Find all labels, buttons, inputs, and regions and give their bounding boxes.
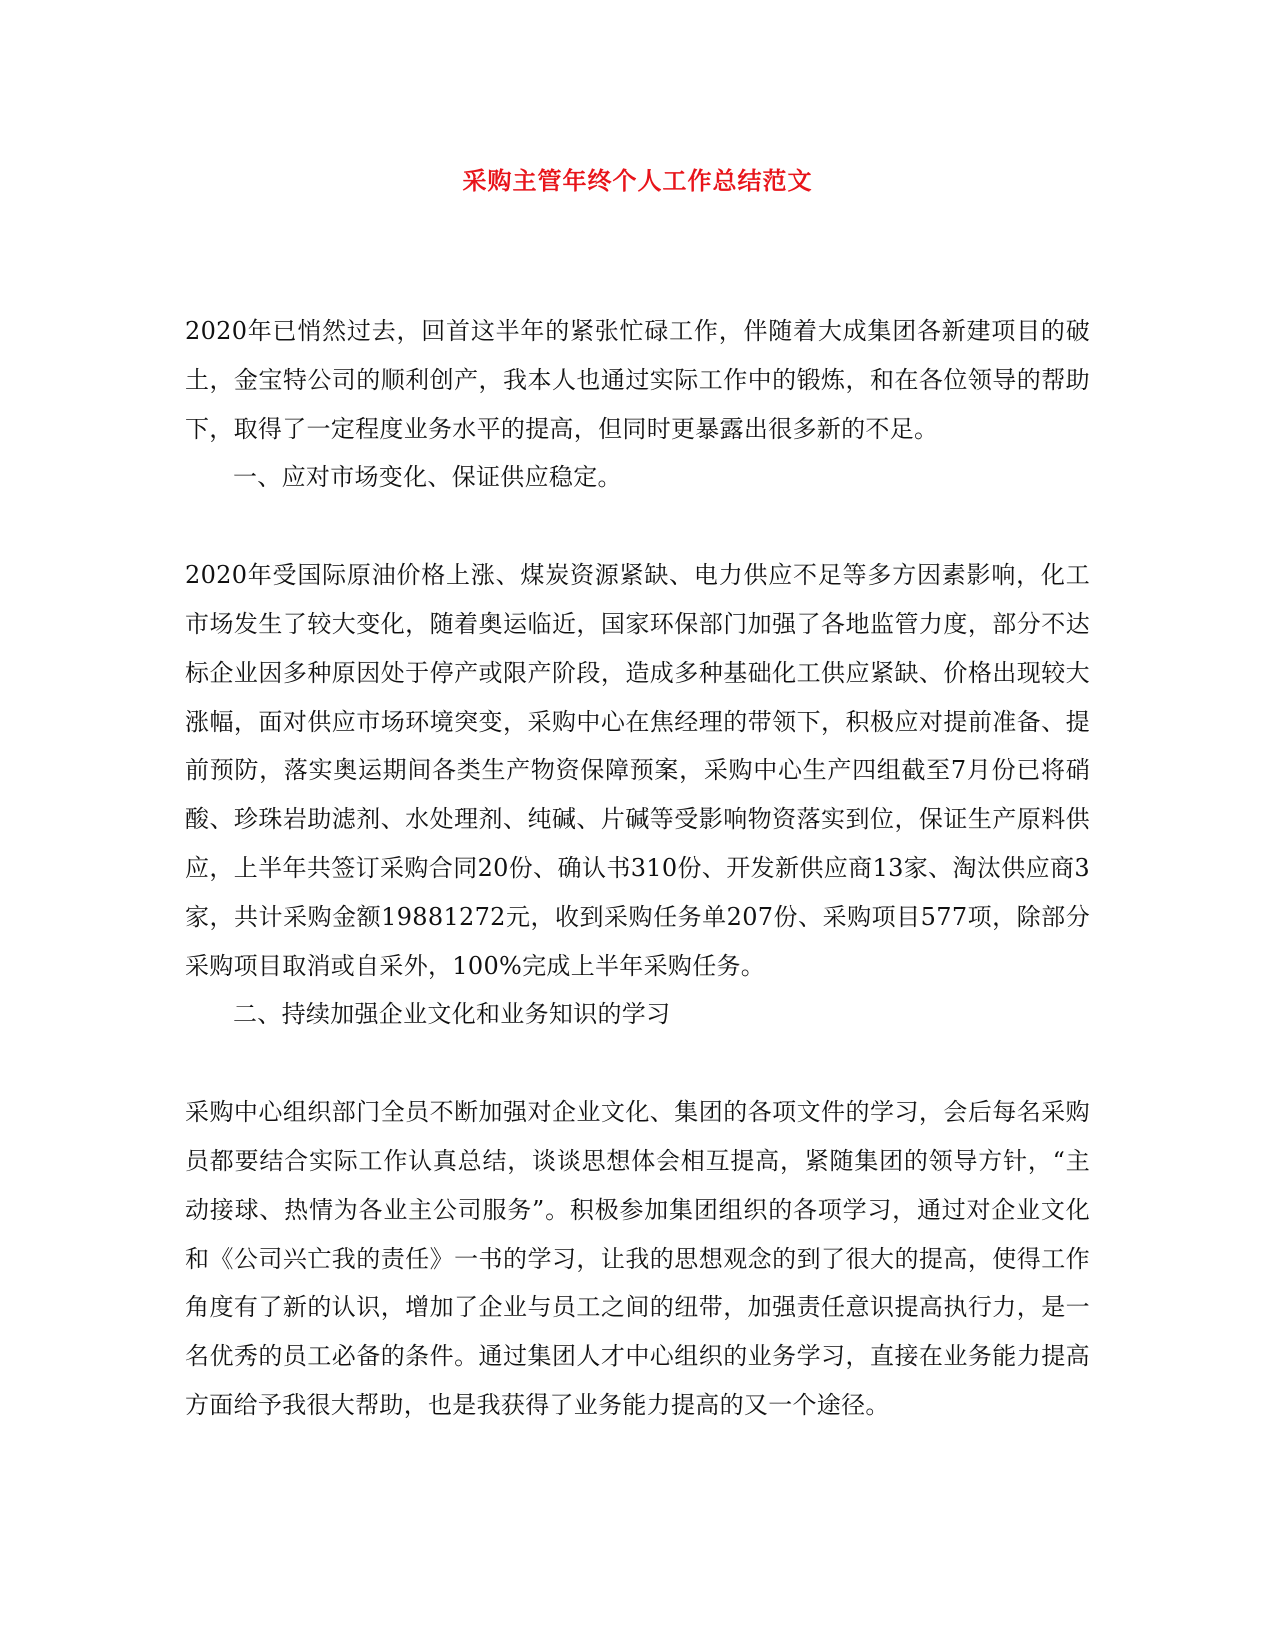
document-title: 采购主管年终个人工作总结范文 [462, 166, 813, 195]
section-heading-2: 二、持续加强企业文化和业务知识的学习 [233, 1000, 671, 1029]
paragraph-gap [185, 1039, 1090, 1088]
paragraph-gap [185, 502, 1090, 551]
paragraph-market: 2020年受国际原油价格上涨、煤炭资源紧缺、电力供应不足等多方因素影响，化工市场发生了较大变化，随着奥运临近，国家环保部门加强了各地监管力度，部分不达标企业因多种原因处于停产或限产阶段，造成多种基础化工供应紧缺、价格出现较大涨幅，面对供应市场环境突变，采购中心在焦经理的带领下，积极应对提前准备、提前预防，落实奥运期间各类生产物资保障预案，采购中心生产四组截至7月份已将硝酸、珍珠岩助滤剂、水处理剂、纯碱、片碱等受影响物资落实到位，保证生产原料供应，上半年共签订采购合同20份、确认书310份、开发新供应商13家、淘汰供应商3家，共计采购金额19881272元，收到采购任务单207份、采购项目577项，除部分采购项目取消或自采外，100%完成上半年采购任务。 [185, 561, 1090, 980]
document-body [185, 307, 1090, 1430]
paragraph-intro: 2020年已悄然过去，回首这半年的紧张忙碌工作，伴随着大成集团各新建项目的破土，金宝特公司的顺利创产，我本人也通过实际工作中的锻炼，和在各位领导的帮助下，取得了一定程度业务水平的提高，但同时更暴露出很多新的不足。 [185, 317, 1090, 443]
section-heading-1: 一、应对市场变化、保证供应稳定。 [233, 463, 622, 492]
paragraph-learning: 采购中心组织部门全员不断加强对企业文化、集团的各项文件的学习，会后每名采购员都要结合实际工作认真总结，谈谈思想体会相互提高，紧随集团的领导方针，“主动接球、热情为各业主公司服务”。积极参加集团组织的各项学习，通过对企业文化和《公司兴亡我的责任》一书的学习，让我的思想观念的到了很大的提高，使得工作角度有了新的认识，增加了企业与员工之间的纽带，加强责任意识提高执行力，是一名优秀的员工必备的条件。通过集团人才中心组织的业务学习，直接在业务能力提高方面给予我很大帮助，也是我获得了业务能力提高的又一个途径。 [185, 1098, 1090, 1419]
